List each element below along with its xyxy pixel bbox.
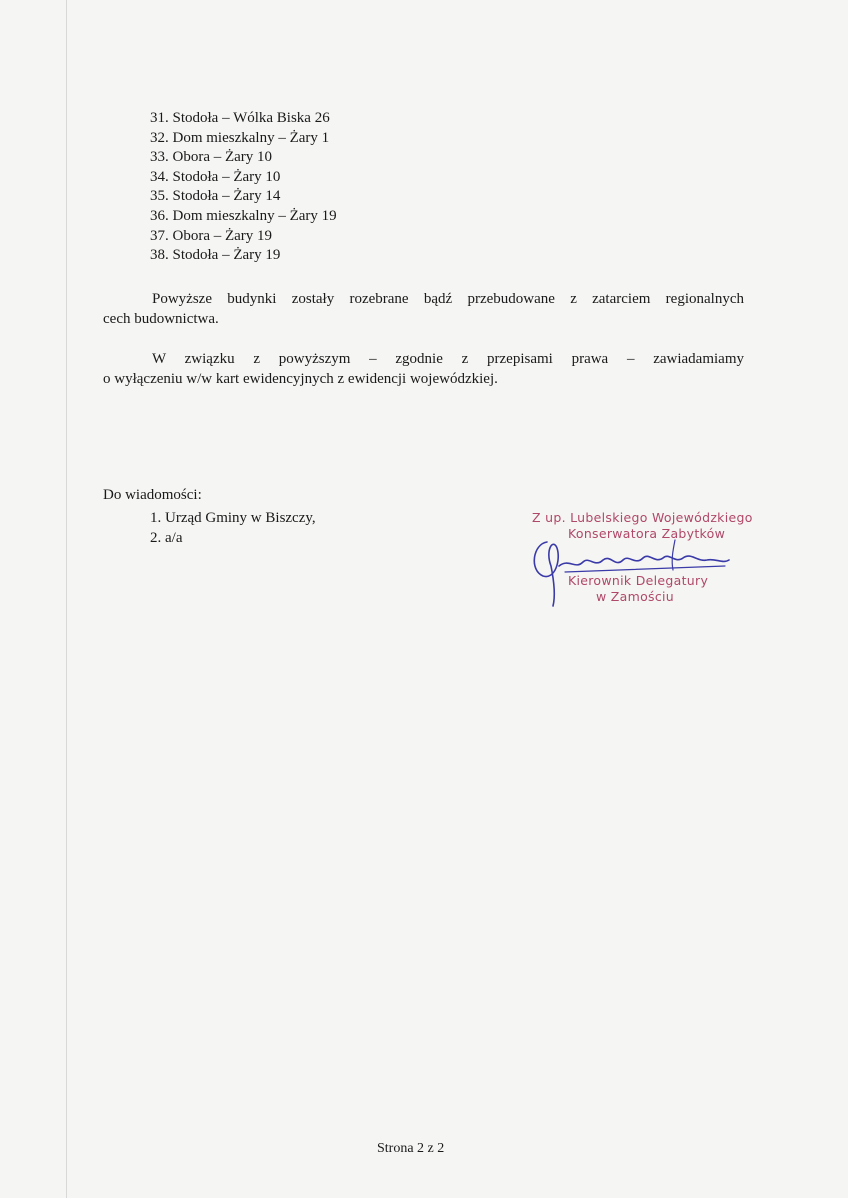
stamp-line: Konserwatora Zabytków [568,526,726,541]
cc-item: 1. Urząd Gminy w Biszczy, [150,510,316,526]
paragraph-line: o wyłączeniu w/w kart ewidencyjnych z ewidencji wojewódzkiej. [103,371,498,387]
paragraph-line: cech budownictwa. [103,311,219,327]
signature [525,530,735,610]
list-item: 33. Obora – Żary 10 [150,149,273,166]
list-item: 36. Dom mieszkalny – Żary 19 [150,207,337,224]
stamp-line: Z up. Lubelskiego Wojewódzkiego [532,510,753,525]
stamp-line: w Zamościu [596,589,675,604]
building-list [150,109,337,266]
list-item: 37. Obora – Żary 19 [150,227,273,244]
cc-list [150,508,316,548]
paragraph-notification [103,349,744,389]
list-item: 35. Stodoła – Żary 14 [150,188,281,205]
stamp-line: Kierownik Delegatury [568,573,709,588]
paragraph-line: W związku z powyższym – zgodnie z przepisami prawa – zawiadamiamy [152,351,744,367]
cc-item: 2. a/a [150,530,183,546]
list-item: 34. Stodoła – Żary 10 [150,168,281,185]
cc-heading: Do wiadomości: [103,487,202,503]
list-item: 31. Stodoła – Wólka Biska 26 [150,110,330,126]
page-number: Strona 2 z 2 [377,1141,445,1156]
scan-edge-line [66,0,67,1198]
list-item: 32. Dom mieszkalny – Żary 1 [150,129,330,146]
paragraph-line: Powyższe budynki zostały rozebrane bądź przebudowane z zatarciem regionalnych [152,291,744,307]
list-item: 38. Stodoła – Żary 19 [150,247,281,264]
paragraph-demolition [103,289,744,329]
